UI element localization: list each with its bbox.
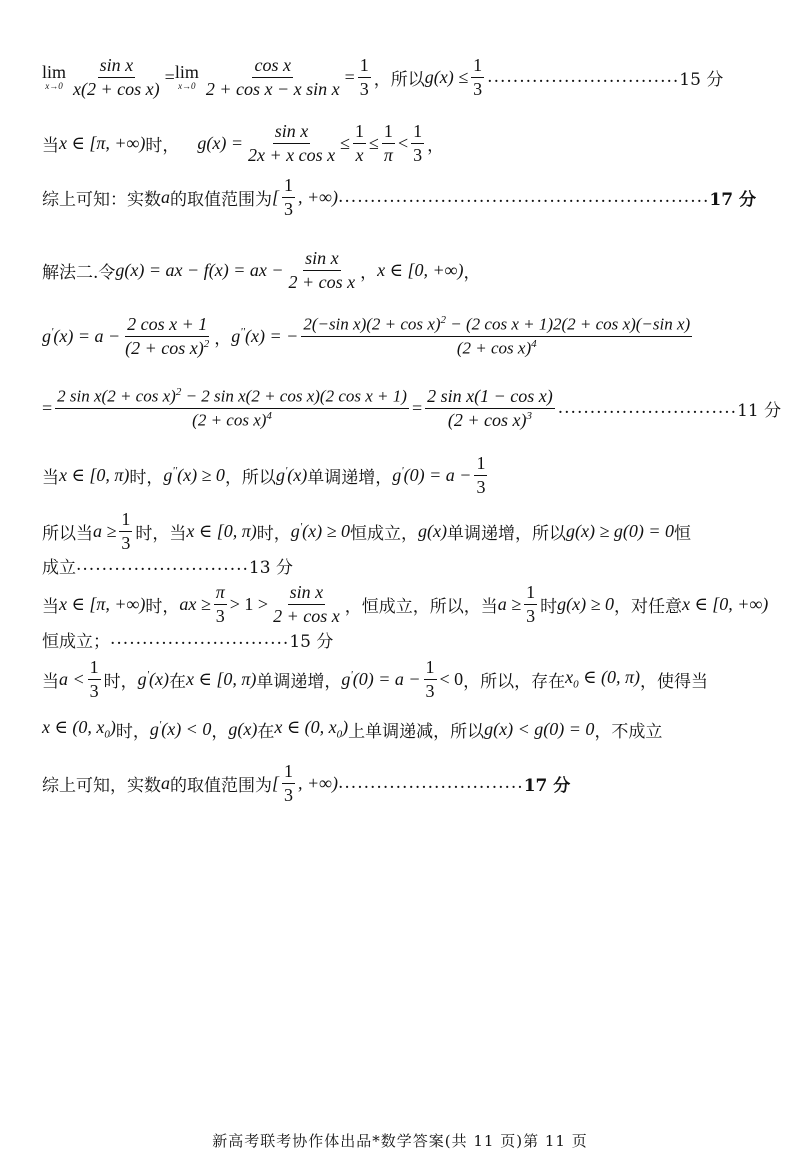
- monotonic-line: 当 x ∈ [0, π) 时， g''(x) ≥ 0 ，所以 g'(x) 单调递增， g'(0) = a − $\frac{1}{3}$: [42, 452, 486, 497]
- score-15: 15 分: [289, 631, 334, 652]
- dot-leader: ...........................: [76, 555, 249, 575]
- dot-leader: .............................: [338, 773, 524, 793]
- range-text: 的取值范围为: [170, 775, 272, 796]
- text-mono: 单调递增，: [307, 467, 393, 488]
- text-make: ，使得当: [640, 671, 709, 692]
- text-so: ，所以: [373, 69, 425, 90]
- second-derivative-line: = $\frac{2 \sin x(2 + \cos x)^2 - 2 \sin x(2 + \cos x)(2 \cos x + 1)}{(2 + \cos x)^4}$ = $\frac{\text{2 sin x(1 − cos x)}}{(2 + \cos x)^3}$ ............................ 11 分: [42, 385, 782, 430]
- text-chengli: 成立: [42, 557, 76, 578]
- text-shi: 时，: [129, 467, 164, 488]
- dot-leader: ............................: [557, 398, 738, 418]
- text-b: 时，当: [135, 523, 187, 544]
- dot-leader: ..............................: [487, 67, 680, 87]
- text-e: 单调递增，所以: [446, 523, 566, 544]
- established-15: [42, 626, 760, 652]
- text-c: 时: [540, 596, 558, 617]
- dot-leader: ..........................................................: [338, 187, 710, 207]
- case-pi-line: 当 x ∈ [π, +∞) 时， g(x) = $\frac{\text{sin x}}{\text{2x + x cos x}}$ ≤ $\frac{1}{x}$ ≤ $\frac{1}{\pi}$ < $\frac{1}{3}$ ，: [42, 120, 445, 165]
- conclusion-1: 综上可知：实数 a 的取值范围为 [ $\frac{1}{3}$ , +∞) .......................................................... 17 分: [42, 174, 756, 219]
- score-11: 11 分: [737, 400, 782, 421]
- limit-line: lim x→0 $\frac{\text{sin x}}{\text{x(2 + cos x)}}$ = lim x→0 $\frac{\text{cos x}}{\text{2 + cos x − x sin x}}$ = $\frac{1}{3}$ ，所以 g(x) ≤ $\frac{1}{3}$ .............................. 15 分: [42, 54, 724, 99]
- text-d: ，对任意: [613, 596, 682, 617]
- text-b: ，恒成立，所以，当: [344, 596, 498, 617]
- text-so: ，所以: [224, 467, 276, 488]
- text-so: ，所以，存在: [463, 671, 566, 692]
- text-shi: 时，: [103, 671, 138, 692]
- range-text: 的取值范围为: [170, 189, 272, 210]
- score-17: 17 分: [523, 775, 571, 796]
- conclusion-2: 综上可知，实数 a 的取值范围为 [ $\frac{1}{3}$ , +∞) ............................. 17 分: [42, 760, 571, 805]
- text-d: ，不成立: [594, 721, 663, 742]
- text-mono: 单调递增，: [256, 671, 342, 692]
- frac-sin-over-x: $\frac{\text{sin x}}{\text{x(2 + cos x)}}$: [73, 54, 160, 99]
- text-shi: 时，: [145, 135, 180, 156]
- conclusion-text: 综上可知：实数: [42, 189, 161, 210]
- derivative-line: g'(x) = a − $\frac{\text{2 cos x + 1}}{(2 + \cos x)^2}$ ， g''(x) = − $\frac{2(-\sin x)(2 + \cos x)^2 - (2 \cos x + 1)2(2 + \cos x)(-\sin x)}{(2 + \cos x)^4}$: [42, 313, 691, 358]
- frac-cos: $\frac{\text{cos x}}{\text{2 + cos x − x sin x}}$: [205, 54, 340, 99]
- score-17: 17 分: [709, 189, 756, 210]
- score-13: 13 分: [248, 557, 293, 578]
- text-hengchengli: 恒成立；: [42, 631, 110, 652]
- decreasing-line: x ∈ (0, $x_0$) 时， g'(x) < 0 ， g(x) 在 x ∈ (0, $x_0$) 上单调递减，所以 g(x) < g(0) = 0 ，不成立: [42, 717, 663, 742]
- text-dang: 当: [42, 135, 59, 156]
- text-dang: 当: [42, 596, 59, 617]
- lim-2: lim x→0: [174, 61, 199, 92]
- text-shi: 时，: [115, 721, 150, 742]
- text-shi: 时，: [145, 596, 180, 617]
- text-zai: 在: [257, 721, 275, 742]
- page-footer: 新高考联考协作体出品*数学答案(共 11 页)第 11 页: [212, 1132, 588, 1150]
- lim-1: lim x→0: [42, 61, 67, 92]
- text-c: 上单调递减，所以: [348, 721, 485, 742]
- dot-leader: ............................: [110, 629, 290, 649]
- text-d: 恒成立，: [349, 523, 418, 544]
- text-c: 时，: [256, 523, 291, 544]
- method-two-label: 解法二.令: [42, 262, 116, 283]
- score-15: 15 分: [679, 69, 724, 90]
- text-zai: 在: [169, 671, 187, 692]
- case-a-ge-line: 所以当 a ≥ $\frac{1}{3}$ 时，当 x ∈ [0, π) 时， g'(x) ≥ 0 恒成立， g(x) 单调递增，所以 g(x) ≥ g(0) = 0 恒: [42, 508, 691, 553]
- text-dang: 当: [42, 671, 59, 692]
- text-b: ，: [211, 721, 229, 742]
- established-13: [42, 552, 760, 578]
- conclusion-text: 综上可知，实数: [42, 775, 161, 796]
- case-pi-ax-line: 当 x ∈ [π, +∞) 时， ax ≥ $\frac{\pi}{3}$ > 1 > $\frac{\text{sin x}}{\text{2 + cos x}}$ ，恒成立，所以，当 a ≥ $\frac{1}{3}$ 时 g(x) ≥ 0 ，对任意 x ∈ [0, +∞): [42, 581, 769, 626]
- text-a: 所以当: [42, 523, 93, 544]
- case-a-lt-line: 当 a < $\frac{1}{3}$ 时， g'(x) 在 x ∈ [0, π) 单调递增， g'(0) = a − $\frac{1}{3}$ < 0 ，所以，存在 $x_0$ ∈ (0, π) ，使得当: [42, 656, 709, 701]
- method-two-line: 解法二.令 g(x) = ax − f(x) = ax − $\frac{\text{sin x}}{\text{2 + cos x}}$ ， x ∈ [0, +∞) ，: [42, 247, 481, 292]
- text-dang: 当: [42, 467, 59, 488]
- text-f: 恒: [673, 523, 691, 544]
